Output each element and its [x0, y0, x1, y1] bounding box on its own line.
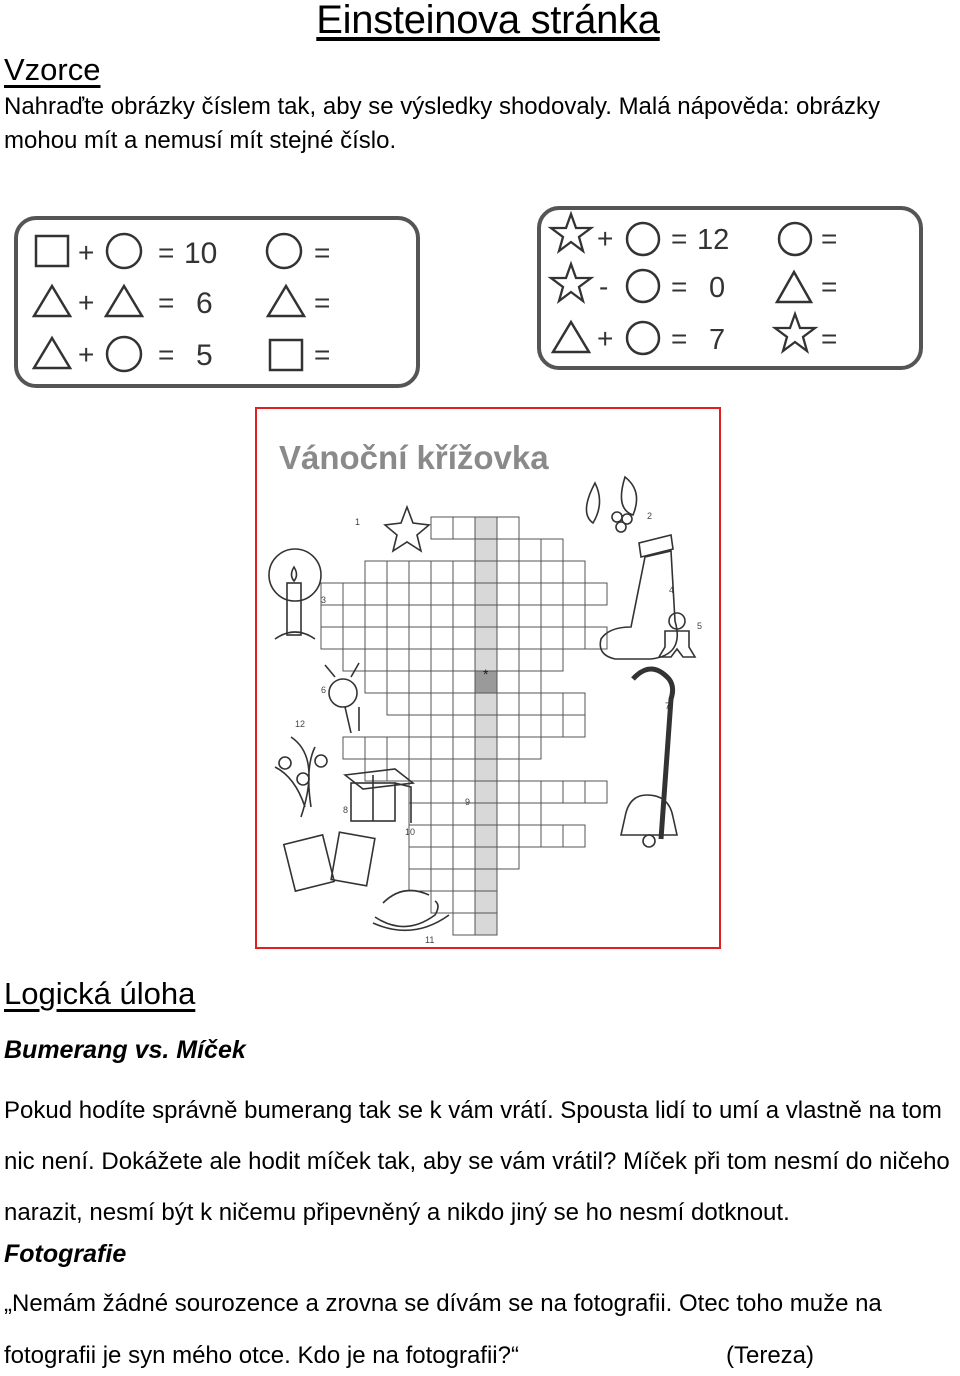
operator: + [597, 223, 614, 254]
logicka-uloha-text: Pokud hodíte správně bumerang tak se k vám vrátí. Spousta lidí to umí a vlastně na tom nic není. Dokážete ale hodit míček tak, aby se vám vrátil? Míček při tom nesmí do ničeho narazit, nesmí být k ničemu připevněný a nikdo jiný se ho nesmí dotknout. [4, 1097, 950, 1226]
crossword-number: 1 [355, 517, 361, 527]
circle-shape [779, 223, 811, 255]
circle-shape [267, 234, 301, 268]
crossword-cell [475, 583, 497, 605]
triangle-shape [34, 338, 70, 368]
crossword-number: 11 [425, 935, 435, 945]
section-heading-logicka-uloha: Logická úloha [4, 976, 196, 1011]
equals-sign: = [821, 323, 838, 354]
equals-sign: = [314, 287, 331, 318]
subheading-bumerang: Bumerang vs. Míček [4, 1036, 246, 1064]
triangle-shape [268, 286, 304, 316]
crossword-number: 3 [321, 595, 327, 605]
crossword-cell [475, 605, 497, 627]
vzorce-instruction: Nahraďte obrázky číslem tak, aby se výsledky shodovaly. Malá nápověda: obrázky mohou mít a nemusí mít stejné číslo. [4, 93, 881, 154]
result-value: 5 [196, 339, 213, 372]
equals-sign: = [821, 271, 838, 302]
crossword-number: 10 [405, 827, 416, 837]
fotografie-text-line2: fotografii je syn mého otce. Kdo je na fotografii?“ [4, 1342, 519, 1369]
operator: + [78, 339, 95, 370]
equals-sign: = [158, 287, 175, 318]
crossword-number: 8 [343, 805, 349, 815]
crossword-number: 12 [295, 719, 306, 729]
operator: + [597, 323, 614, 354]
crossword-cell [475, 715, 497, 737]
crossword-cell [475, 803, 497, 825]
equals-sign: = [314, 339, 331, 370]
circle-shape [627, 223, 659, 255]
crossword-cell [475, 517, 497, 539]
equation-puzzle-left [14, 216, 420, 388]
equals-sign: = [158, 237, 175, 268]
crossword-title: Vánoční křížovka [279, 439, 549, 476]
crossword-number: 5 [697, 621, 703, 631]
equals-sign: = [314, 237, 331, 268]
result-value: 10 [184, 237, 218, 270]
fotografie-author: (Tereza) [726, 1342, 815, 1369]
fotografie-text-line1: „Nemám žádné sourozence a zrovna se dívám se na fotografii. Otec toho muže na [4, 1290, 882, 1317]
crossword-cell [475, 693, 497, 715]
circle-shape [627, 270, 659, 302]
crossword-number: 9 [465, 797, 471, 807]
crossword-cell [475, 869, 497, 891]
triangle-shape [777, 272, 811, 302]
crossword-marker: * [483, 666, 489, 682]
equals-sign: = [671, 223, 688, 254]
result-value: 6 [196, 287, 213, 320]
crossword-cell [475, 627, 497, 649]
operator: + [78, 237, 95, 268]
crossword-cell [475, 781, 497, 803]
crossword-number: 4 [669, 585, 675, 595]
equation-puzzle-right [537, 206, 923, 370]
crossword-cell [475, 539, 497, 561]
result-value: 12 [697, 224, 730, 256]
crossword-number: 7 [665, 701, 671, 711]
subheading-fotografie: Fotografie [4, 1240, 127, 1268]
triangle-shape [106, 286, 142, 316]
equals-sign: = [671, 271, 688, 302]
circle-shape [107, 337, 141, 371]
equals-sign: = [158, 339, 175, 370]
star-shape [551, 264, 591, 301]
crossword-cell [475, 913, 497, 935]
square-shape [36, 236, 68, 266]
triangle-shape [553, 322, 589, 352]
crossword-cell [475, 759, 497, 781]
triangle-shape [34, 286, 70, 316]
circle-shape [627, 322, 659, 354]
crossword-cell [475, 891, 497, 913]
crossword-number: 6 [321, 685, 327, 695]
page-title: Einsteinova stránka [316, 0, 660, 42]
equals-sign: = [671, 323, 688, 354]
operator: - [599, 271, 609, 302]
christmas-crossword [255, 407, 721, 949]
star-shape [775, 314, 815, 351]
result-value: 7 [709, 324, 726, 356]
square-shape [270, 340, 302, 370]
crossword-cell [475, 847, 497, 869]
circle-shape [107, 234, 141, 268]
result-value: 0 [709, 272, 726, 304]
crossword-number: 2 [647, 511, 653, 521]
operator: + [78, 287, 95, 318]
equals-sign: = [821, 223, 838, 254]
star-shape [551, 214, 591, 251]
crossword-cell [475, 561, 497, 583]
crossword-cell [475, 737, 497, 759]
section-heading-vzorce: Vzorce [4, 52, 101, 87]
crossword-cell [475, 825, 497, 847]
